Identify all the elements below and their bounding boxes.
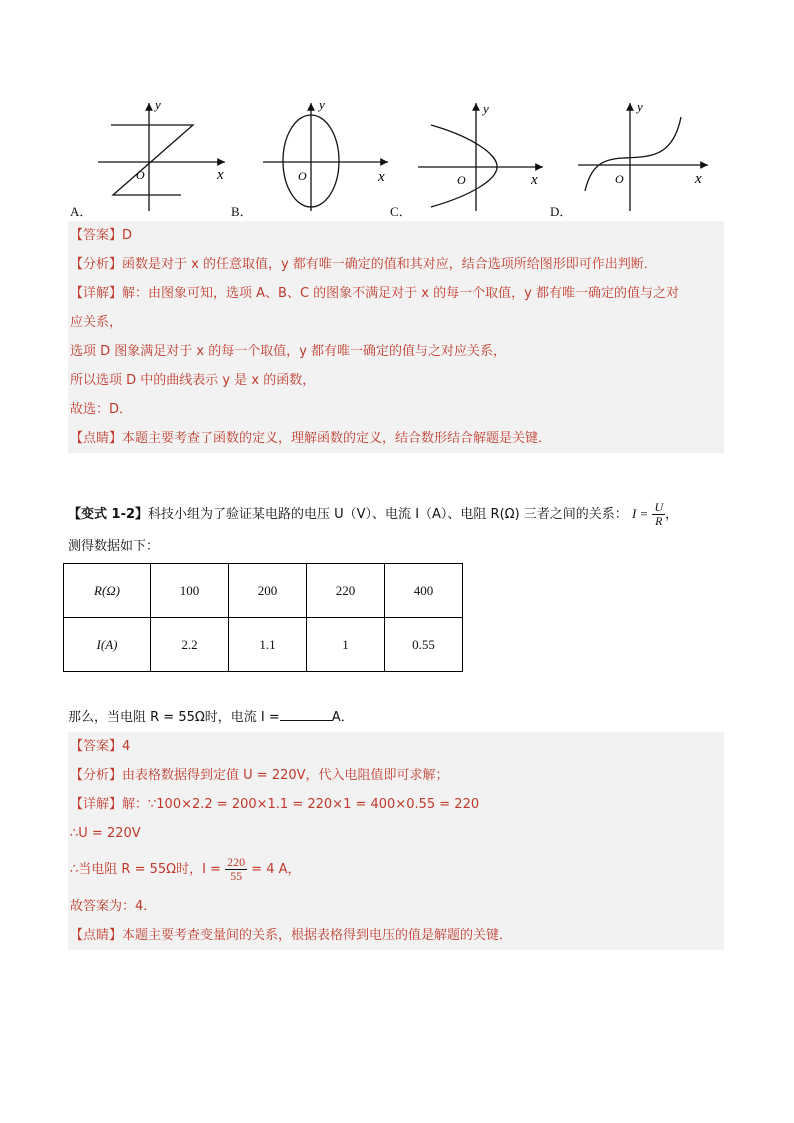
- svg-text:y: y: [483, 101, 489, 116]
- graph-b: [258, 95, 398, 215]
- q2-solution: [68, 732, 724, 950]
- table-cell: 200: [229, 564, 307, 618]
- q2-comment: 【点睛】本题主要考查变量间的关系，根据表格得到电压的值是解题的关键．: [70, 928, 513, 943]
- table-cell: I(A): [64, 618, 151, 672]
- table-cell: R(Ω): [64, 564, 151, 618]
- q1-detail-3: 所以选项 D 中的曲线表示 y 是 x 的函数，: [70, 373, 316, 388]
- table-row: [64, 564, 463, 618]
- answer-blank: [280, 706, 332, 721]
- table-cell: 1: [307, 618, 385, 672]
- q2-detail-2: ∴U = 220V: [70, 826, 141, 841]
- table-cell: 1.1: [229, 618, 307, 672]
- q2-question: 那么，当电阻 R = 55Ω时，电流 I = A．: [68, 706, 354, 728]
- table-cell: 2.2: [151, 618, 229, 672]
- q1-detail-4: 故选：D．: [70, 402, 133, 417]
- svg-text:O: O: [615, 172, 624, 186]
- table-row: [64, 618, 463, 672]
- q2-detail-3: ∴当电阻 R = 55Ω时，I = $\frac{220}{55}$ = 4 A，: [70, 855, 301, 883]
- y-axis-label: y: [155, 97, 161, 112]
- svg-text:O: O: [457, 173, 466, 187]
- option-b-label: B．: [231, 204, 253, 219]
- q1-comment: 【点睛】本题主要考查了函数的定义，理解函数的定义，结合数形结合解题是关键．: [70, 431, 552, 446]
- svg-text:x: x: [531, 172, 538, 188]
- q2-detail-4: 故答案为：4．: [70, 899, 157, 914]
- option-d-label: D．: [550, 204, 573, 219]
- svg-text:O: O: [298, 169, 307, 183]
- option-c-label: C．: [390, 204, 412, 219]
- q1-answer: 【答案】D: [70, 228, 133, 243]
- q1-detail-1: 【详解】解：由图象可知，选项 A、B、C 的图象不满足对于 x 的每一个取值，y 都有唯一确定的值与之对: [70, 286, 679, 301]
- table-cell: 0.55: [385, 618, 463, 672]
- q2-stem-2: 测得数据如下：: [68, 539, 160, 554]
- origin-label: O: [136, 168, 145, 182]
- q2-analysis: 【分析】由表格数据得到定值 U = 220V，代入电阻值即可求解；: [70, 768, 449, 783]
- svg-text:x: x: [695, 171, 702, 187]
- q1-analysis: 【分析】函数是对于 x 的任意取值，y 都有唯一确定的值和其对应，结合选项所给图形即可作出判断．: [70, 257, 657, 272]
- svg-text:x: x: [378, 169, 385, 185]
- q1-detail-2: 选项 D 图象满足对于 x 的每一个取值，y 都有唯一确定的值与之对应关系，: [70, 344, 507, 359]
- formula-fraction: $\frac{U}{R}$: [654, 500, 664, 528]
- q2-stem: 【变式 1-2】科技小组为了验证某电路的电压 U（V）、电流 I（A）、电阻 R(Ω) 三者之间的关系： I = $\frac{U}{R}$ ，: [68, 500, 679, 528]
- data-table: [63, 563, 463, 672]
- svg-text:y: y: [319, 97, 325, 112]
- result-fraction: $\frac{220}{55}$: [227, 855, 246, 883]
- graph-a: [93, 95, 233, 215]
- x-axis-label: x: [217, 167, 224, 183]
- option-graphs: [68, 95, 728, 219]
- option-a-label: A．: [70, 204, 93, 219]
- q2-answer: 【答案】4: [70, 739, 131, 754]
- q1-solution: [68, 221, 724, 453]
- q2-detail-1: 【详解】解：∵100×2.2 = 200×1.1 = 220×1 = 400×0.55 = 220: [70, 797, 480, 812]
- q1-detail-1b: 应关系，: [70, 315, 123, 330]
- table-cell: 220: [307, 564, 385, 618]
- table-cell: 400: [385, 564, 463, 618]
- table-cell: 100: [151, 564, 229, 618]
- svg-text:y: y: [637, 99, 643, 114]
- graph-d: [573, 95, 713, 215]
- graph-c: [413, 95, 553, 215]
